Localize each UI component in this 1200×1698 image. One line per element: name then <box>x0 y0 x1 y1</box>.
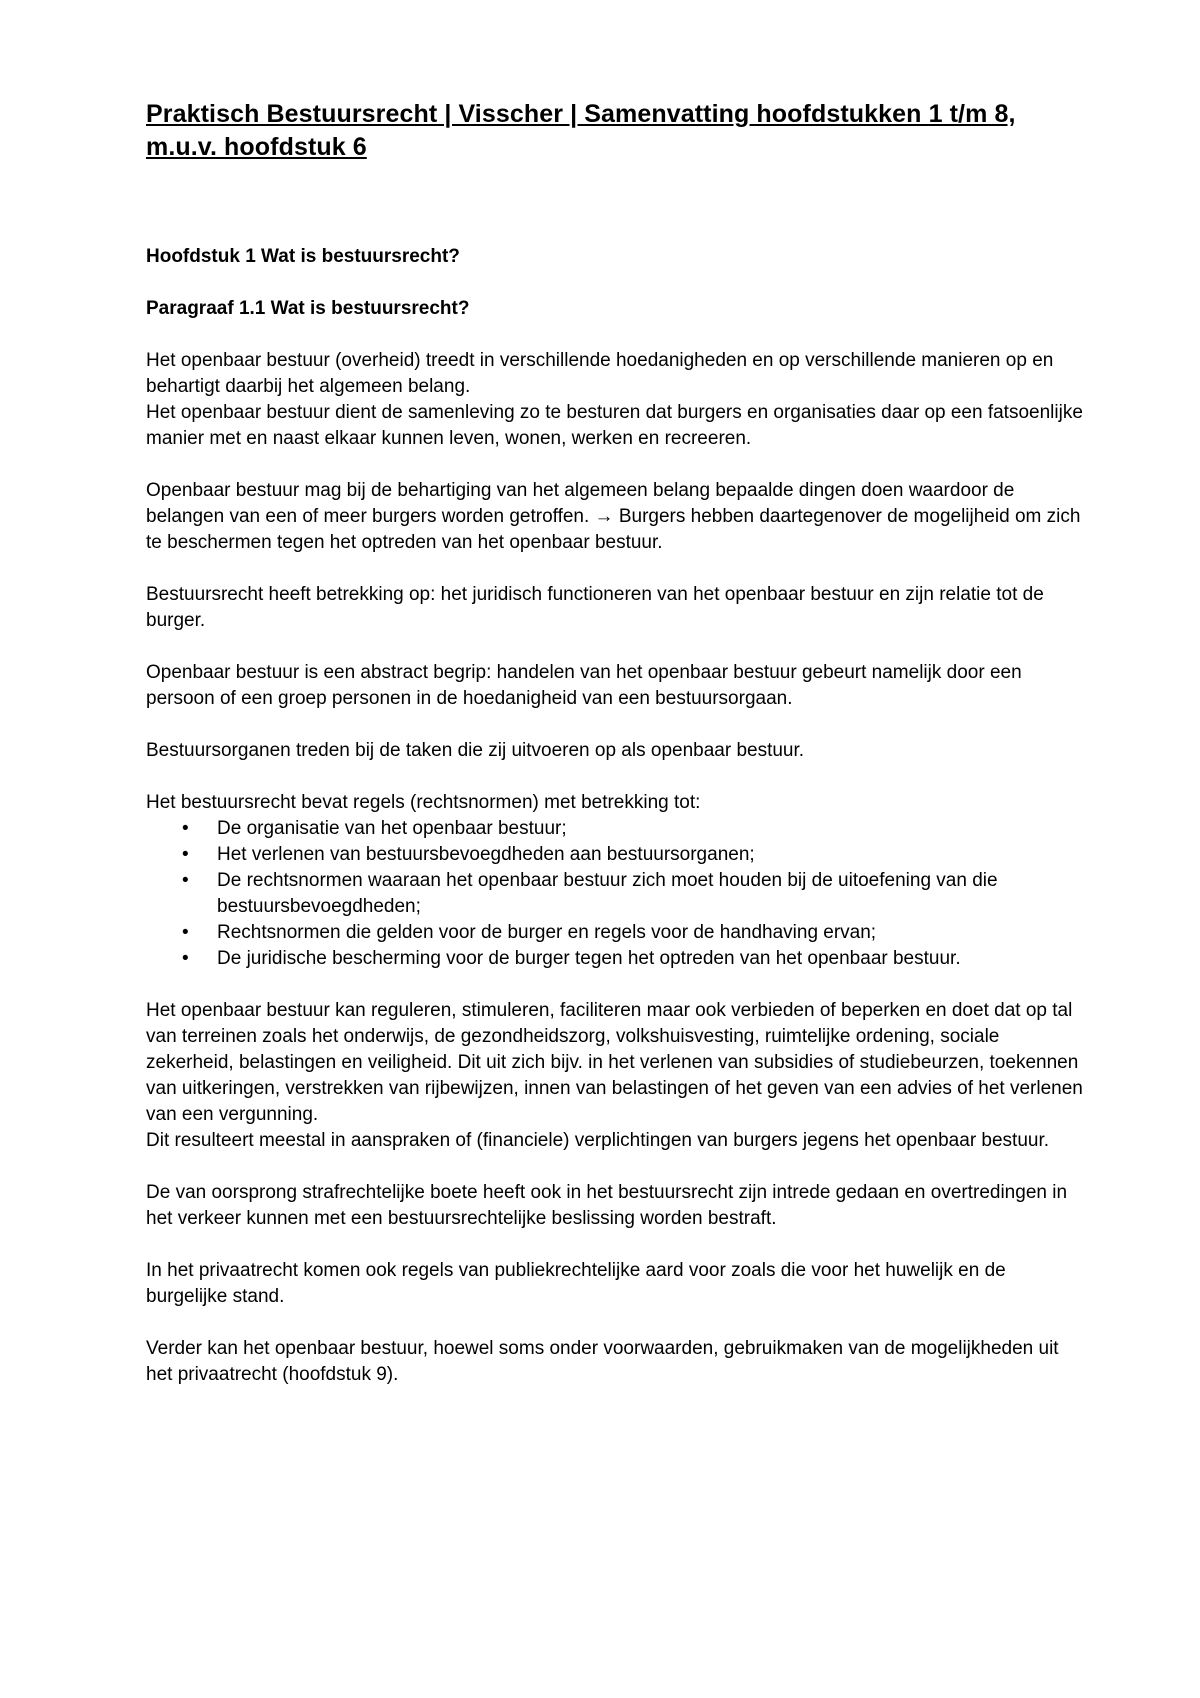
bullet-icon: • <box>182 948 189 969</box>
paragraph: In het privaatrecht komen ook regels van publiekrechtelijke aard voor zoals die voor het huwelijk en de burgelijke stand. <box>146 1260 1006 1307</box>
paragraph: De van oorsprong strafrechtelijke boete heeft ook in het bestuursrecht zijn intrede gedaan en overtredingen in het verkeer kunnen met een bestuursrechtelijke beslissing worden bestraft. <box>146 1182 1068 1229</box>
paragraph: Verder kan het openbaar bestuur, hoewel soms onder voorwaarden, gebruikmaken van de mogelijkheden uit het privaatrecht (hoofdstuk 9). <box>146 1338 1059 1385</box>
paragraph: Bestuursrecht heeft betrekking op: het juridisch functioneren van het openbaar bestuur en zijn relatie tot de burger. <box>146 584 1044 631</box>
section-heading: Paragraaf 1.1 Wat is bestuursrecht? <box>146 298 470 319</box>
list-item-text: De organisatie van het openbaar bestuur; <box>217 818 567 839</box>
bullet-list <box>146 816 1086 972</box>
list-item <box>146 946 1086 972</box>
bullet-icon: • <box>182 922 189 943</box>
bullet-list-intro: Het bestuursrecht bevat regels (rechtsnormen) met betrekking tot: <box>146 792 701 813</box>
paragraph: Het openbaar bestuur kan reguleren, stimuleren, faciliteren maar ook verbieden of beperken en doet dat op tal van terreinen zoals het onderwijs, de gezondheidszorg, volkshuisvesting, ruimtelijke ordening, sociale zekerheid, belastingen en veiligheid. Dit uit zich bijv. in het verlenen van subsidies of studiebeurzen, toekennen van uitkeringen, verstrekken van rijbewijzen, innen van belastingen of het geven van een advies of het verlenen van een vergunning. <box>146 1000 1083 1125</box>
paragraph: Het openbaar bestuur dient de samenleving zo te besturen dat burgers en organisaties daar op een fatsoenlijke manier met en naast elkaar kunnen leven, wonen, werken en recreeren. <box>146 402 1083 449</box>
list-item <box>146 842 1086 868</box>
bullet-icon: • <box>182 844 189 865</box>
document-body <box>146 98 1086 1388</box>
paragraph: Dit resulteert meestal in aanspraken of (financiele) verplichtingen van burgers jegens het openbaar bestuur. <box>146 1130 1050 1151</box>
list-item-text: Het verlenen van bestuursbevoegdheden aan bestuursorganen; <box>217 844 755 865</box>
document-title: Praktisch Bestuursrecht | Visscher | Samenvatting hoofdstukken 1 t/m 8, m.u.v. hoofdstuk 6 <box>146 100 1016 161</box>
paragraph: Bestuursorganen treden bij de taken die zij uitvoeren op als openbaar bestuur. <box>146 740 805 761</box>
list-item <box>146 816 1086 842</box>
bullet-icon: • <box>182 870 189 891</box>
chapter-heading: Hoofdstuk 1 Wat is bestuursrecht? <box>146 246 460 267</box>
paragraph: Het openbaar bestuur (overheid) treedt in verschillende hoedanigheden en op verschillende manieren op en behartigt daarbij het algemeen belang. <box>146 350 1054 397</box>
list-item-text: De rechtsnormen waaraan het openbaar bestuur zich moet houden bij de uitoefening van die bestuursbevoegdheden; <box>217 870 998 917</box>
list-item-text: De juridische bescherming voor de burger tegen het optreden van het openbaar bestuur. <box>217 948 961 969</box>
list-item <box>146 868 1086 920</box>
paragraph: Openbaar bestuur is een abstract begrip: handelen van het openbaar bestuur gebeurt namelijk door een persoon of een groep personen in de hoedanigheid van een bestuursorgaan. <box>146 662 1022 709</box>
paragraph: Openbaar bestuur mag bij de behartiging van het algemeen belang bepaalde dingen doen waardoor de belangen van een of meer burgers worden getroffen. → Burgers hebben daartegenover de mogelijheid om zich te beschermen tegen het optreden van het openbaar bestuur. <box>146 480 1081 553</box>
bullet-icon: • <box>182 818 189 839</box>
list-item-text: Rechtsnormen die gelden voor de burger en regels voor de handhaving ervan; <box>217 922 877 943</box>
list-item <box>146 920 1086 946</box>
